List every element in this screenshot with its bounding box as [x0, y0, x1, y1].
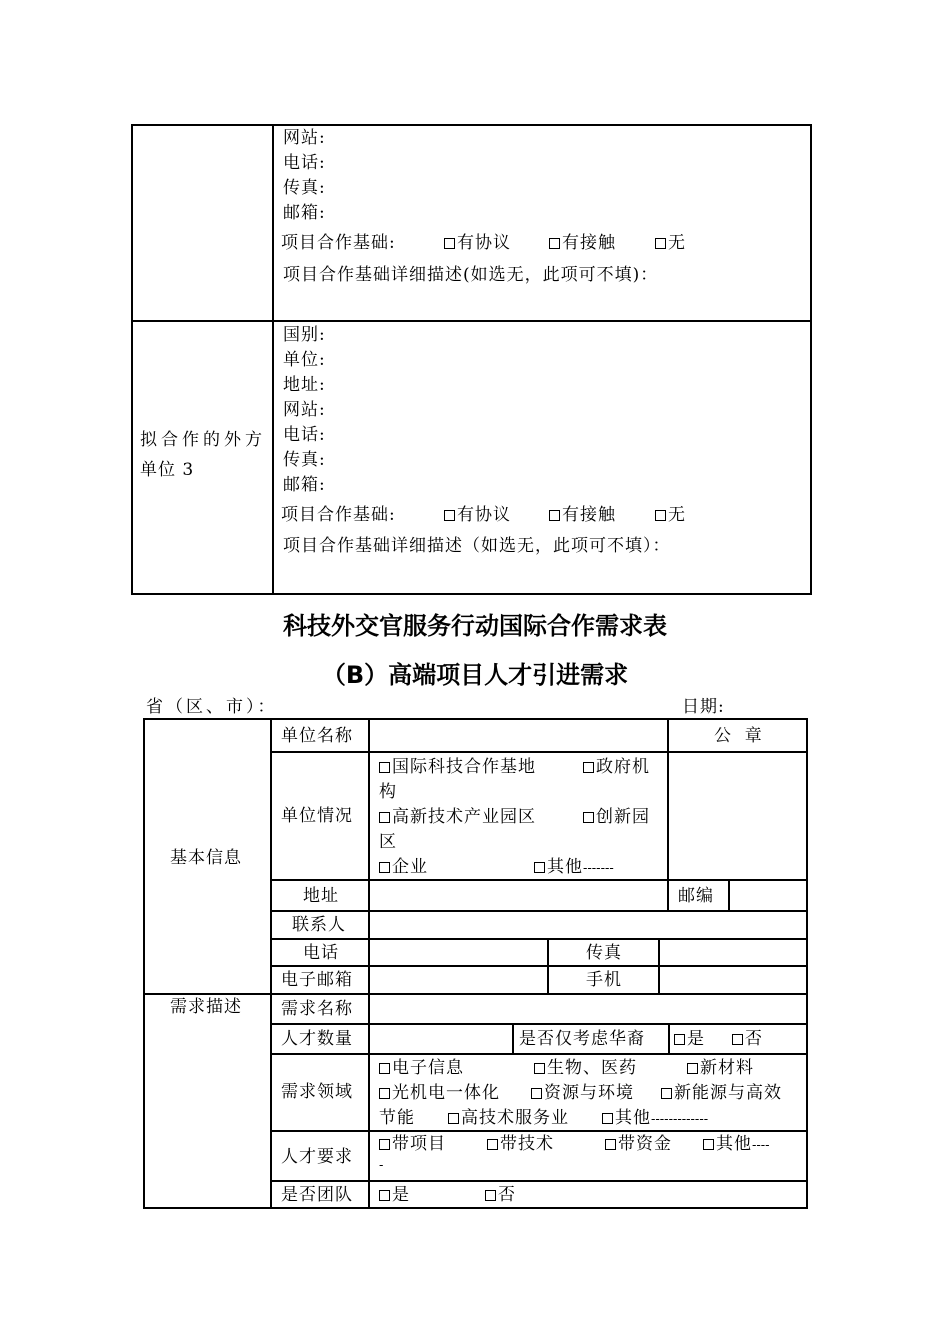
checkbox[interactable] — [605, 1139, 616, 1150]
option-contact[interactable]: 有接触 — [549, 233, 616, 253]
checkbox[interactable] — [531, 1088, 542, 1099]
field-energy-cont: 节能 — [379, 1108, 415, 1128]
grid-line — [728, 879, 730, 910]
checkbox[interactable] — [448, 1113, 459, 1124]
req-tech[interactable]: 带技术 — [487, 1134, 554, 1154]
field-other[interactable]: 其他------------- — [602, 1108, 708, 1130]
checkbox[interactable] — [655, 238, 666, 249]
field-label: 需求领域 — [281, 1082, 353, 1102]
field-material[interactable]: 新材料 — [687, 1058, 754, 1078]
field-bio[interactable]: 生物、医药 — [534, 1058, 637, 1078]
blank-line: ---- — [752, 1138, 770, 1153]
checkbox[interactable] — [655, 510, 666, 521]
option-contact[interactable]: 有接触 — [549, 505, 616, 525]
req-other[interactable]: 其他---- — [703, 1134, 770, 1156]
unit-status-label: 单位情况 — [281, 806, 353, 826]
grid-line — [270, 910, 808, 912]
option-innovation-park-cont: 区 — [379, 832, 397, 852]
checkbox[interactable] — [487, 1139, 498, 1150]
cooperation-basis-label: 项目合作基础: — [281, 233, 396, 253]
website-label: 网站: — [283, 128, 326, 148]
req-fund[interactable]: 带资金 — [605, 1134, 672, 1154]
grid-line — [368, 718, 370, 1209]
postcode-label: 邮编 — [678, 886, 714, 906]
blank-line: ------------- — [651, 1112, 709, 1127]
province-label: 省（区、市）： — [146, 697, 278, 717]
phone-label: 电话 — [303, 943, 339, 963]
grid-line — [512, 1023, 514, 1053]
checkbox[interactable] — [534, 1063, 545, 1074]
cooperation-detail-label: 项目合作基础详细描述（如选无，此项可不填）： — [283, 536, 671, 556]
team-label: 是否团队 — [281, 1185, 353, 1205]
blank-line-cont: - — [379, 1158, 384, 1173]
address-label: 地址: — [283, 375, 326, 395]
checkbox[interactable] — [583, 812, 594, 823]
checkbox[interactable] — [379, 762, 390, 773]
grid-line — [270, 718, 272, 1209]
demand-desc-label: 需求描述 — [170, 997, 242, 1017]
overseas-chinese-label: 是否仅考虑华裔 — [519, 1029, 645, 1049]
team-yes[interactable]: 是 — [379, 1185, 410, 1205]
phone-label: 电话: — [283, 153, 326, 173]
field-resource[interactable]: 资源与环境 — [531, 1083, 634, 1103]
grid-line — [143, 993, 808, 995]
website-label: 网站: — [283, 400, 326, 420]
page-title: 科技外交官服务行动国际合作需求表 — [283, 612, 667, 640]
field-optomech[interactable]: 光机电一体化 — [379, 1083, 500, 1103]
checkbox[interactable] — [583, 762, 594, 773]
email-label: 电子邮箱 — [281, 970, 353, 990]
grid-line — [270, 1023, 808, 1025]
date-label: 日期: — [682, 697, 725, 717]
option-intl-base[interactable]: 国际科技合作基地 — [379, 757, 536, 777]
grid-line — [270, 1130, 808, 1132]
foreign-partner-label-2: 单位 3 — [140, 460, 195, 480]
checkbox[interactable] — [379, 862, 390, 873]
email-label: 邮箱: — [283, 475, 326, 495]
option-government[interactable]: 政府机 — [583, 757, 650, 777]
cooperation-table-divider — [272, 124, 274, 595]
grid-line — [270, 938, 808, 940]
checkbox[interactable] — [549, 510, 560, 521]
option-other[interactable]: 其他------- — [534, 857, 614, 879]
page-subtitle: （B）高端项目人才引进需求 — [321, 661, 629, 689]
checkbox[interactable] — [379, 1063, 390, 1074]
checkbox[interactable] — [687, 1063, 698, 1074]
option-agreement[interactable]: 有协议 — [444, 233, 511, 253]
country-label: 国别: — [283, 325, 326, 345]
grid-line — [270, 751, 808, 753]
option-none[interactable]: 无 — [655, 233, 686, 253]
checkbox[interactable] — [549, 238, 560, 249]
team-no[interactable]: 否 — [485, 1185, 516, 1205]
option-agreement[interactable]: 有协议 — [444, 505, 511, 525]
foreign-partner-label: 拟合作的外方 — [140, 430, 266, 450]
unit-label: 单位: — [283, 350, 326, 370]
contact-label: 联系人 — [292, 915, 346, 935]
basic-info-label: 基本信息 — [170, 848, 242, 868]
seal-label: 公 章 — [714, 726, 763, 746]
fax-label: 传真: — [283, 178, 326, 198]
fax-label: 传真: — [283, 450, 326, 470]
grid-line — [668, 1023, 670, 1053]
option-enterprise[interactable]: 企业 — [379, 857, 428, 877]
checkbox[interactable] — [379, 1139, 390, 1150]
req-project[interactable]: 带项目 — [379, 1134, 446, 1154]
checkbox[interactable] — [703, 1139, 714, 1150]
grid-line — [270, 1053, 808, 1055]
field-energy[interactable]: 新能源与高效 — [661, 1083, 782, 1103]
cooperation-basis-label: 项目合作基础: — [281, 505, 396, 525]
option-none[interactable]: 无 — [655, 505, 686, 525]
unit-name-label: 单位名称 — [281, 726, 353, 746]
checkbox[interactable] — [602, 1113, 613, 1124]
option-hitech-park[interactable]: 高新技术产业园区 — [379, 807, 536, 827]
grid-line — [270, 965, 808, 967]
grid-line — [667, 718, 669, 910]
checkbox[interactable] — [444, 510, 455, 521]
grid-line — [270, 1180, 808, 1182]
checkbox[interactable] — [732, 1034, 743, 1045]
checkbox[interactable] — [379, 1190, 390, 1201]
phone-label: 电话: — [283, 425, 326, 445]
checkbox[interactable] — [674, 1034, 685, 1045]
field-electronic[interactable]: 电子信息 — [379, 1058, 464, 1078]
talent-count-label: 人才数量 — [281, 1029, 353, 1049]
talent-req-label: 人才要求 — [281, 1147, 353, 1167]
mobile-label: 手机 — [586, 970, 622, 990]
grid-line — [270, 879, 808, 881]
checkbox[interactable] — [379, 1088, 390, 1099]
email-label: 邮箱: — [283, 203, 326, 223]
checkbox[interactable] — [534, 862, 545, 873]
option-yes[interactable]: 是 — [674, 1029, 705, 1049]
option-no[interactable]: 否 — [732, 1029, 763, 1049]
checkbox[interactable] — [444, 238, 455, 249]
option-innovation-park[interactable]: 创新园 — [583, 807, 650, 827]
cooperation-table-row-divider — [131, 320, 812, 322]
field-hitech-service[interactable]: 高技术服务业 — [448, 1108, 569, 1128]
blank-line: ------- — [583, 861, 614, 876]
option-government-cont: 构 — [379, 782, 397, 802]
demand-name-label: 需求名称 — [281, 999, 353, 1019]
fax-label: 传真 — [586, 943, 622, 963]
checkbox[interactable] — [379, 812, 390, 823]
checkbox[interactable] — [661, 1088, 672, 1099]
checkbox[interactable] — [485, 1190, 496, 1201]
cooperation-detail-label: 项目合作基础详细描述(如选无，此项可不填)： — [283, 265, 659, 285]
address-label: 地址 — [303, 886, 339, 906]
